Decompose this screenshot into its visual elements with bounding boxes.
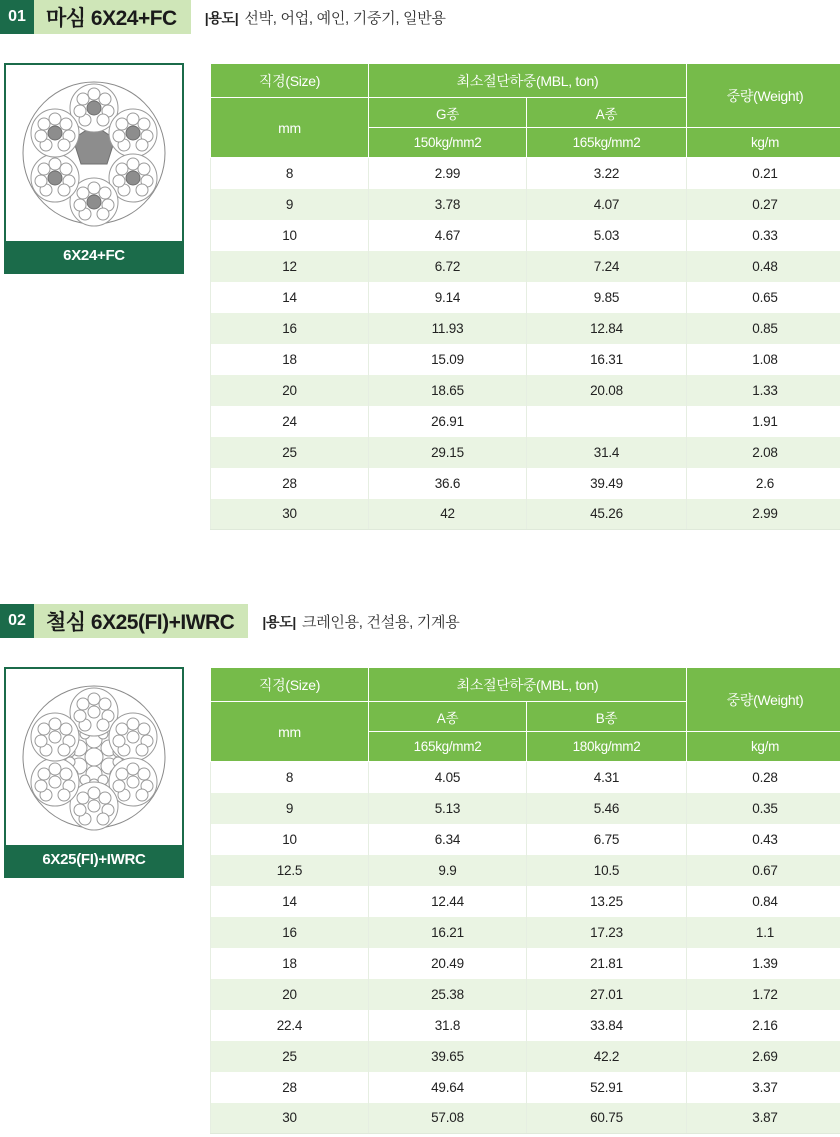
table-row — [211, 1072, 840, 1103]
cell-mbl-grade-1: 11.93 — [369, 313, 527, 344]
cell-weight: 0.67 — [687, 855, 840, 886]
cell-mbl-grade-2: 12.84 — [527, 313, 687, 344]
cell-weight: 1.33 — [687, 375, 840, 406]
cell-mbl-grade-1: 49.64 — [369, 1072, 527, 1103]
cell-weight: 0.35 — [687, 793, 840, 824]
cell-weight: 2.69 — [687, 1041, 840, 1072]
cell-size: 30 — [211, 499, 369, 530]
table-row — [211, 375, 840, 406]
table-row — [211, 437, 840, 468]
header-grade-1: A종 — [369, 702, 527, 732]
usage-text: 선박, 어업, 예인, 기중기, 일반용 — [244, 9, 446, 27]
cell-weight: 1.08 — [687, 344, 840, 375]
header-weight: 중량(Weight) — [687, 668, 840, 732]
cell-mbl-grade-1: 20.49 — [369, 948, 527, 979]
cell-mbl-grade-1: 3.78 — [369, 189, 527, 220]
spec-table-body-2 — [211, 762, 840, 1134]
cell-size: 14 — [211, 282, 369, 313]
table-row — [211, 917, 840, 948]
rope-caption: 6X25(FI)+IWRC — [6, 845, 182, 876]
spec-table-body-1 — [211, 158, 840, 530]
header-size: 직경(Size) — [211, 668, 369, 702]
header-grade-2-strength: 180kg/mm2 — [527, 732, 687, 762]
table-row — [211, 1041, 840, 1072]
table-row — [211, 948, 840, 979]
table-row — [211, 1010, 840, 1041]
cell-mbl-grade-2 — [527, 406, 687, 437]
cell-size: 24 — [211, 406, 369, 437]
cell-size: 10 — [211, 824, 369, 855]
cell-weight: 0.21 — [687, 158, 840, 189]
table-row — [211, 189, 840, 220]
cell-weight: 0.28 — [687, 762, 840, 793]
cell-mbl-grade-1: 6.34 — [369, 824, 527, 855]
cell-mbl-grade-2: 4.31 — [527, 762, 687, 793]
cell-mbl-grade-2: 10.5 — [527, 855, 687, 886]
cell-weight: 1.91 — [687, 406, 840, 437]
table-row — [211, 313, 840, 344]
cell-weight: 0.84 — [687, 886, 840, 917]
cell-weight: 3.37 — [687, 1072, 840, 1103]
table-row — [211, 158, 840, 189]
cell-weight: 0.27 — [687, 189, 840, 220]
header-size-unit: mm — [211, 702, 369, 762]
cell-mbl-grade-2: 60.75 — [527, 1103, 687, 1134]
cell-mbl-grade-1: 42 — [369, 499, 527, 530]
cell-size: 25 — [211, 437, 369, 468]
cell-mbl-grade-1: 6.72 — [369, 251, 527, 282]
section-header — [0, 0, 840, 34]
cell-size: 10 — [211, 220, 369, 251]
cell-mbl-grade-1: 9.14 — [369, 282, 527, 313]
cell-weight: 2.08 — [687, 437, 840, 468]
cell-weight: 1.72 — [687, 979, 840, 1010]
cell-size: 20 — [211, 979, 369, 1010]
table-row — [211, 251, 840, 282]
cell-mbl-grade-1: 26.91 — [369, 406, 527, 437]
section-body — [0, 667, 840, 1134]
cell-mbl-grade-2: 3.22 — [527, 158, 687, 189]
cell-weight: 2.99 — [687, 499, 840, 530]
header-grade-1-strength: 150kg/mm2 — [369, 128, 527, 158]
cell-size: 12.5 — [211, 855, 369, 886]
spec-table-6x24-fc — [210, 63, 840, 530]
cell-size: 9 — [211, 793, 369, 824]
header-weight-unit: kg/m — [687, 732, 840, 762]
cell-mbl-grade-1: 36.6 — [369, 468, 527, 499]
cell-mbl-grade-2: 6.75 — [527, 824, 687, 855]
cell-mbl-grade-1: 31.8 — [369, 1010, 527, 1041]
cell-mbl-grade-1: 9.9 — [369, 855, 527, 886]
header-mbl: 최소절단하중(MBL, ton) — [369, 668, 687, 702]
cell-mbl-grade-1: 15.09 — [369, 344, 527, 375]
table-row — [211, 406, 840, 437]
table-row — [211, 499, 840, 530]
header-grade-2: B종 — [527, 702, 687, 732]
spec-table-wrapper — [210, 667, 840, 1134]
header-grade-1-strength: 165kg/mm2 — [369, 732, 527, 762]
cell-mbl-grade-1: 4.67 — [369, 220, 527, 251]
cell-size: 28 — [211, 1072, 369, 1103]
cell-size: 16 — [211, 313, 369, 344]
cell-mbl-grade-2: 5.46 — [527, 793, 687, 824]
cell-mbl-grade-2: 20.08 — [527, 375, 687, 406]
header-weight-unit: kg/m — [687, 128, 840, 158]
cell-mbl-grade-2: 52.91 — [527, 1072, 687, 1103]
cell-mbl-grade-2: 13.25 — [527, 886, 687, 917]
cell-weight: 1.39 — [687, 948, 840, 979]
cell-mbl-grade-2: 31.4 — [527, 437, 687, 468]
cell-mbl-grade-2: 9.85 — [527, 282, 687, 313]
table-row — [211, 762, 840, 793]
section-title: 마심 6X24+FC — [34, 0, 191, 34]
cell-size: 25 — [211, 1041, 369, 1072]
table-row — [211, 886, 840, 917]
cell-mbl-grade-1: 18.65 — [369, 375, 527, 406]
spec-table-6x25-fi-iwrc — [210, 667, 840, 1134]
section-number: 02 — [0, 604, 34, 638]
table-row — [211, 468, 840, 499]
cell-mbl-grade-2: 7.24 — [527, 251, 687, 282]
wire-rope-cross-section-6x25-fi-iwrc-icon — [6, 669, 182, 845]
cell-mbl-grade-2: 17.23 — [527, 917, 687, 948]
rope-image-box — [4, 63, 184, 274]
section-body — [0, 63, 840, 530]
section-header — [0, 604, 840, 638]
cell-mbl-grade-1: 25.38 — [369, 979, 527, 1010]
cell-mbl-grade-2: 5.03 — [527, 220, 687, 251]
usage-label: |용도| — [262, 613, 297, 630]
cell-mbl-grade-1: 39.65 — [369, 1041, 527, 1072]
table-row — [211, 824, 840, 855]
cell-mbl-grade-2: 33.84 — [527, 1010, 687, 1041]
cell-mbl-grade-1: 5.13 — [369, 793, 527, 824]
cell-size: 16 — [211, 917, 369, 948]
section-6x25-fi-iwrc — [0, 604, 840, 1134]
cell-size: 22.4 — [211, 1010, 369, 1041]
section-usage — [205, 7, 446, 28]
cell-weight: 0.43 — [687, 824, 840, 855]
section-number: 01 — [0, 0, 34, 34]
section-title: 철심 6X25(FI)+IWRC — [34, 604, 248, 638]
header-mbl: 최소절단하중(MBL, ton) — [369, 64, 687, 98]
usage-text: 크레인용, 건설용, 기계용 — [302, 613, 460, 631]
header-grade-2: A종 — [527, 98, 687, 128]
cell-weight: 3.87 — [687, 1103, 840, 1134]
usage-label: |용도| — [204, 9, 239, 26]
cell-size: 28 — [211, 468, 369, 499]
table-row — [211, 1103, 840, 1134]
cell-size: 18 — [211, 344, 369, 375]
cell-mbl-grade-1: 4.05 — [369, 762, 527, 793]
cell-size: 8 — [211, 762, 369, 793]
table-row — [211, 282, 840, 313]
table-row — [211, 344, 840, 375]
cell-size: 30 — [211, 1103, 369, 1134]
wire-rope-cross-section-6x24-fc-icon — [6, 65, 182, 241]
cell-mbl-grade-2: 27.01 — [527, 979, 687, 1010]
cell-weight: 0.48 — [687, 251, 840, 282]
cell-size: 18 — [211, 948, 369, 979]
cell-mbl-grade-1: 12.44 — [369, 886, 527, 917]
cell-mbl-grade-1: 2.99 — [369, 158, 527, 189]
cell-weight: 2.6 — [687, 468, 840, 499]
cell-size: 12 — [211, 251, 369, 282]
cell-mbl-grade-2: 16.31 — [527, 344, 687, 375]
table-row — [211, 793, 840, 824]
cell-mbl-grade-2: 39.49 — [527, 468, 687, 499]
cell-weight: 2.16 — [687, 1010, 840, 1041]
rope-image-box — [4, 667, 184, 878]
table-row — [211, 979, 840, 1010]
header-size: 직경(Size) — [211, 64, 369, 98]
cell-weight: 1.1 — [687, 917, 840, 948]
table-row — [211, 855, 840, 886]
rope-caption: 6X24+FC — [6, 241, 182, 272]
header-weight: 중량(Weight) — [687, 64, 840, 128]
section-spacer — [0, 530, 840, 604]
cell-mbl-grade-2: 4.07 — [527, 189, 687, 220]
cell-mbl-grade-1: 29.15 — [369, 437, 527, 468]
cell-mbl-grade-2: 42.2 — [527, 1041, 687, 1072]
spec-table-wrapper — [210, 63, 840, 530]
cell-size: 14 — [211, 886, 369, 917]
section-usage — [262, 611, 459, 632]
cell-mbl-grade-1: 16.21 — [369, 917, 527, 948]
cell-size: 9 — [211, 189, 369, 220]
cell-mbl-grade-1: 57.08 — [369, 1103, 527, 1134]
cell-weight: 0.65 — [687, 282, 840, 313]
cell-weight: 0.33 — [687, 220, 840, 251]
section-6x24-fc — [0, 0, 840, 530]
table-row — [211, 220, 840, 251]
header-grade-2-strength: 165kg/mm2 — [527, 128, 687, 158]
cell-size: 8 — [211, 158, 369, 189]
cell-weight: 0.85 — [687, 313, 840, 344]
header-grade-1: G종 — [369, 98, 527, 128]
cell-mbl-grade-2: 45.26 — [527, 499, 687, 530]
cell-mbl-grade-2: 21.81 — [527, 948, 687, 979]
header-size-unit: mm — [211, 98, 369, 158]
cell-size: 20 — [211, 375, 369, 406]
